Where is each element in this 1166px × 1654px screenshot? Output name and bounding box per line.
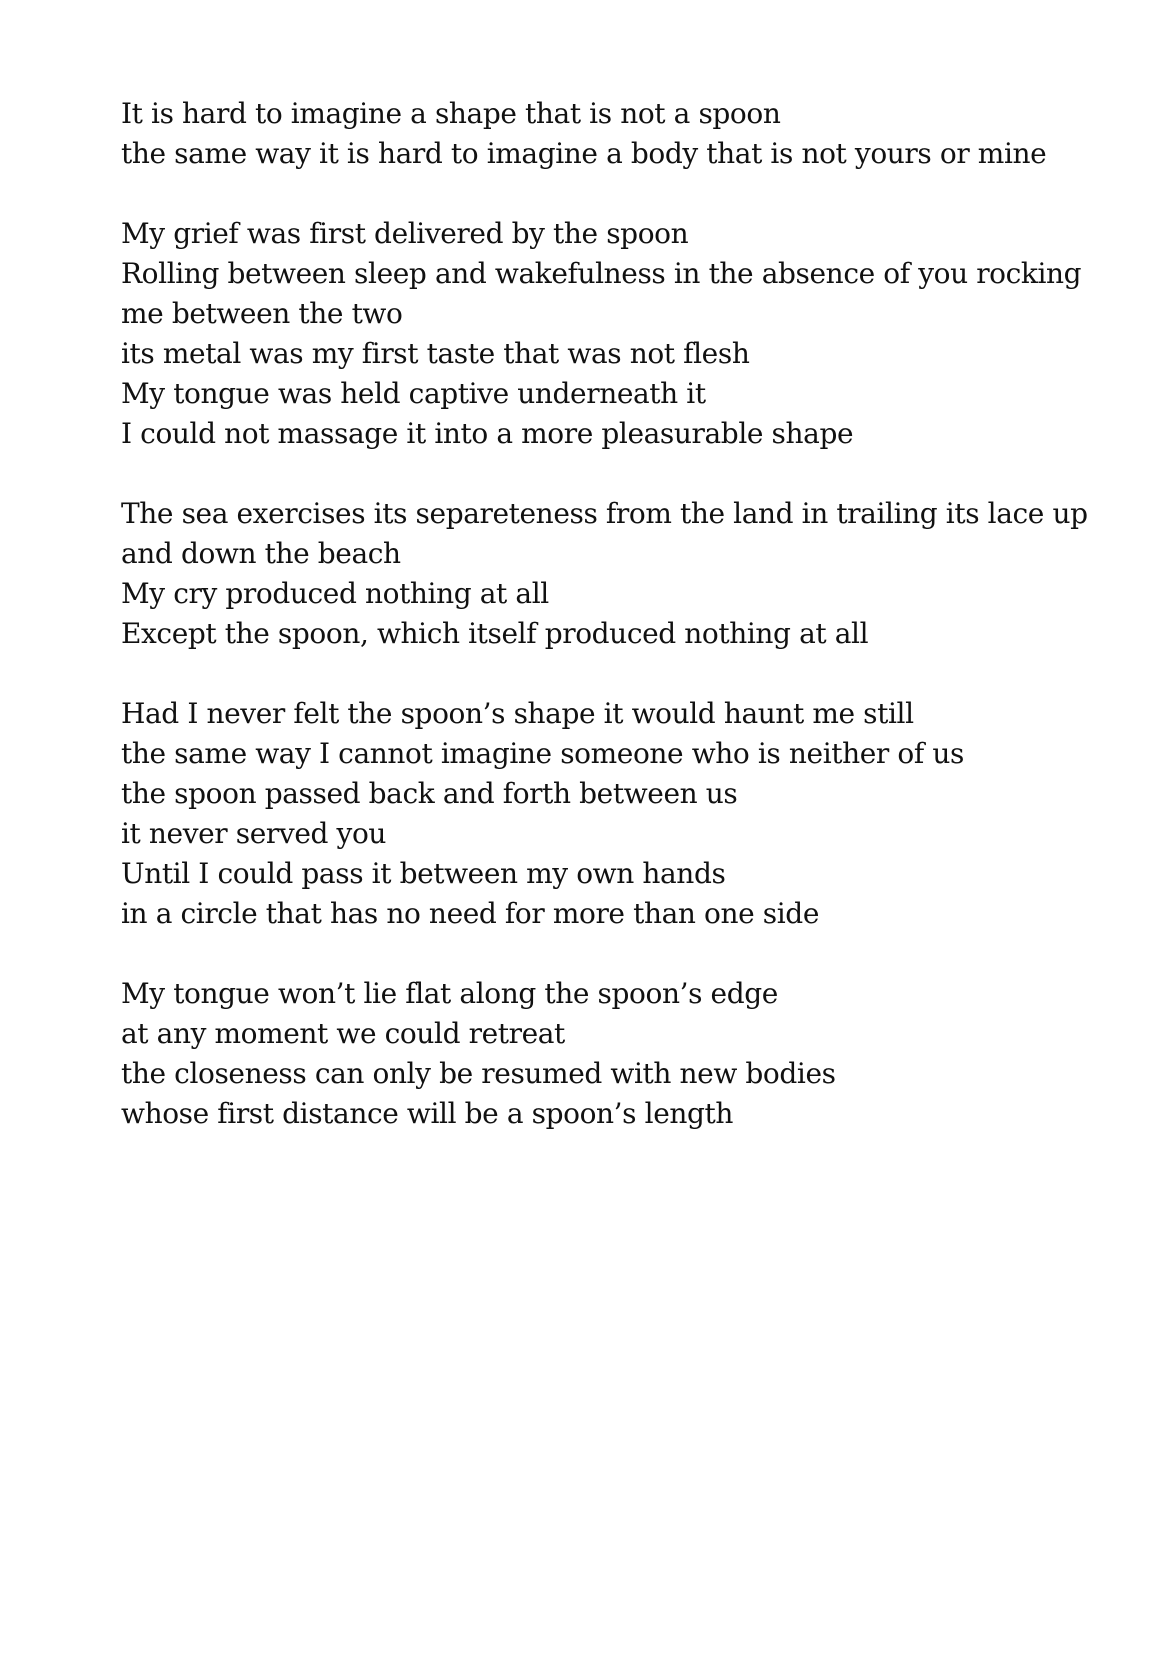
poem-line: and down the beach <box>121 537 401 570</box>
poem-line: My cry produced nothing at all <box>121 577 549 610</box>
poem-line: whose first distance will be a spoon’s length <box>121 1097 734 1130</box>
poem-line: The sea exercises its separeteness from the land in trailing its lace up <box>121 497 1088 530</box>
stanza-1 <box>121 94 1121 174</box>
poem-line: it never served you <box>121 817 387 850</box>
poem-line: I could not massage it into a more pleasurable shape <box>121 417 854 450</box>
poem-line: the same way I cannot imagine someone who is neither of us <box>121 737 964 770</box>
poem-line: Until I could pass it between my own hands <box>121 857 726 890</box>
poem-line: My tongue was held captive underneath it <box>121 377 706 410</box>
stanza-3 <box>121 494 1121 654</box>
poem-line: the same way it is hard to imagine a body that is not yours or mine <box>121 137 1047 170</box>
poem-line: My grief was first delivered by the spoon <box>121 217 689 250</box>
poem-line: the spoon passed back and forth between us <box>121 777 738 810</box>
stanza-2 <box>121 214 1121 454</box>
poem-line: at any moment we could retreat <box>121 1017 565 1050</box>
poem-line: its metal was my first taste that was not flesh <box>121 337 750 370</box>
poem-line: It is hard to imagine a shape that is not a spoon <box>121 97 781 130</box>
poem-line: me between the two <box>121 297 403 330</box>
poem <box>121 94 1121 1174</box>
stanza-4 <box>121 694 1121 934</box>
poem-line: Except the spoon, which itself produced nothing at all <box>121 617 869 650</box>
poem-line: Had I never felt the spoon’s shape it would haunt me still <box>121 697 914 730</box>
poem-line: in a circle that has no need for more than one side <box>121 897 819 930</box>
poem-line: My tongue won’t lie flat along the spoon’s edge <box>121 977 778 1010</box>
poem-line: Rolling between sleep and wakefulness in the absence of you rocking <box>121 257 1082 290</box>
poem-line: the closeness can only be resumed with new bodies <box>121 1057 836 1090</box>
stanza-5 <box>121 974 1121 1134</box>
